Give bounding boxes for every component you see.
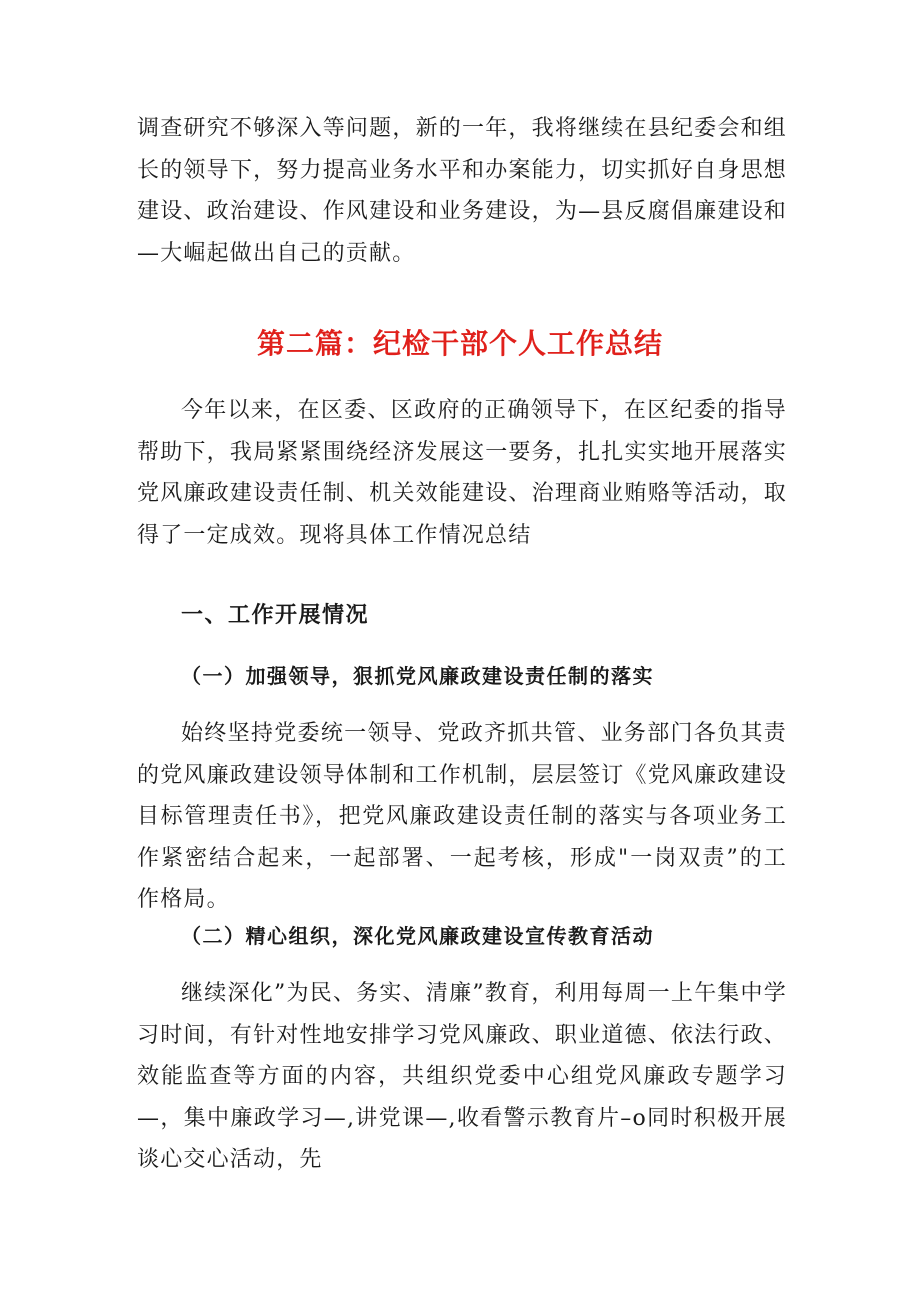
heading-work-status: 一、工作开展情况 [181, 602, 370, 628]
section-title: 第二篇：纪检干部个人工作总结 [256, 327, 663, 360]
continuation-paragraph: 调查研究不够深入等问题，新的一年，我将继续在县纪委会和组长的领导下，努力提高业务水平和办案能力，切实抓好自身思想建设、政治建设、作风建设和业务建设，为—县反腐倡廉建设和—大崛起做出自己的贡献。 [137, 116, 787, 266]
subheading-education: （二）精心组织，深化党风廉政建设宣传教育活动 [181, 924, 654, 948]
intro-paragraph: 今年以来，在区委、区政府的正确领导下，在区纪委的指导帮助下，我局紧紧围绕经济发展这一要务，扎扎实实地开展落实党风廉政建设责任制、机关效能建设、治理商业贿赂等活动，取得了一定成效。现将具体工作情况总结 [137, 398, 787, 548]
subheading-leadership: （一）加强领导，狠抓党风廉政建设责任制的落实 [181, 664, 654, 688]
paragraph-leadership: 始终坚持党委统一领导、党政齐抓共管、业务部门各负其责的党风廉政建设领导体制和工作机制，层层签订《党风廉政建设目标管理责任书》，把党风廉政建设责任制的落实与各项业务工作紧密结合起来，一起部署、一起考核，形成"一岗双责”的工作格局。 [137, 721, 787, 912]
paragraph-education: 继续深化”为民、务实、清廉”教育，利用每周一上午集中学习时间，有针对性地安排学习党风廉政、职业道德、依法行政、效能监查等方面的内容，共组织党委中心组党风廉政专题学习—，集中廉政学习—,讲党课—,收看警示教育片–o同时积极开展谈心交心活动，先 [137, 981, 787, 1172]
